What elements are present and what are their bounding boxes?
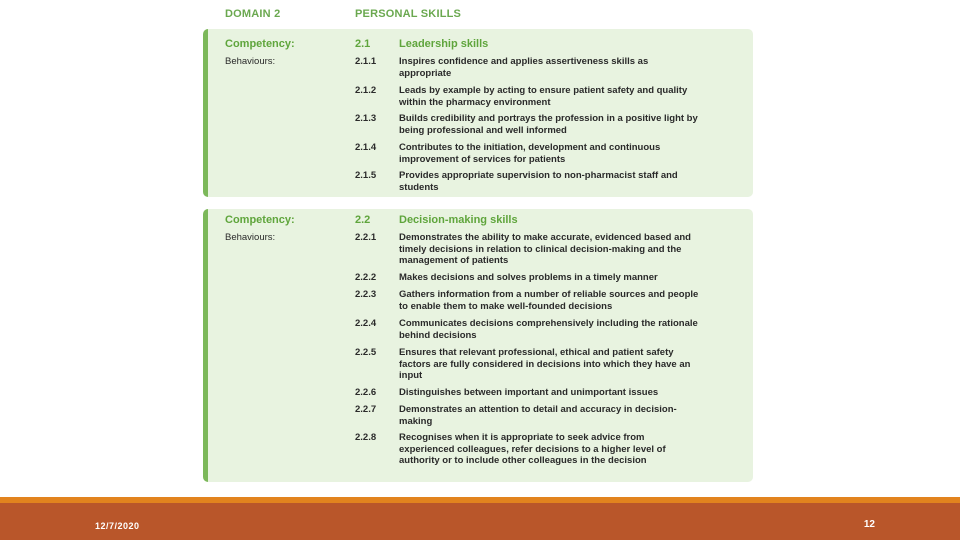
- competency-label: Competency:: [225, 38, 295, 50]
- behaviour-text: Demonstrates an attention to detail and accuracy in decision-making: [399, 404, 677, 427]
- domain-title: PERSONAL SKILLS: [355, 8, 462, 20]
- behaviour-number: 2.2.5: [355, 347, 377, 358]
- behaviour-text: Communicates decisions comprehensively including the rationale behind decisions: [399, 318, 698, 341]
- behaviour-number: 2.1.1: [355, 56, 377, 67]
- behaviour-text: Gathers information from a number of reliable sources and people to enable them to make well-founded decisions: [399, 289, 699, 312]
- competency-title: Decision-making skills: [399, 214, 518, 226]
- behaviours-label: Behaviours:: [225, 56, 276, 67]
- slide-footer: [0, 503, 960, 540]
- behaviour-text: Makes decisions and solves problems in a timely manner: [399, 272, 658, 283]
- behaviour-number: 2.1.3: [355, 113, 377, 124]
- competency-label: Competency:: [225, 214, 295, 226]
- competency-title: Leadership skills: [399, 38, 489, 50]
- behaviour-text: Ensures that relevant professional, ethical and patient safety factors are fully considered in decisions into which they have an input: [399, 347, 691, 381]
- section-header: [225, 8, 760, 28]
- behaviour-number: 2.2.3: [355, 289, 377, 300]
- behaviour-number: 2.1.4: [355, 142, 377, 153]
- behaviour-text: Recognises when it is appropriate to seek advice from experienced colleagues, refer decisions to a higher level of authority or to include other colleagues in the decision: [399, 432, 666, 466]
- competency-number: 2.1: [355, 38, 371, 50]
- behaviour-number: 2.2.6: [355, 387, 377, 398]
- domain-label: DOMAIN 2: [225, 8, 281, 20]
- competency-panel-decision-making: [203, 209, 753, 482]
- behaviour-number: 2.2.8: [355, 432, 377, 443]
- behaviour-number: 2.2.1: [355, 232, 377, 243]
- behaviour-text: Builds credibility and portrays the profession in a positive light by being professional and well informed: [399, 113, 698, 136]
- behaviour-text: Demonstrates the ability to make accurate, evidenced based and timely decisions in relation to clinical decision-making and the management of patients: [399, 232, 691, 266]
- behaviour-number: 2.2.2: [355, 272, 377, 283]
- footer-date: 12/7/2020: [95, 521, 140, 531]
- competency-panel-leadership: [203, 29, 753, 197]
- behaviour-text: Inspires confidence and applies assertiveness skills as appropriate: [399, 56, 649, 79]
- competency-number: 2.2: [355, 214, 371, 226]
- behaviour-text: Provides appropriate supervision to non-pharmacist staff and students: [399, 170, 678, 193]
- behaviour-text: Contributes to the initiation, development and continuous improvement of services for patients: [399, 142, 661, 165]
- behaviours-label: Behaviours:: [225, 232, 276, 243]
- behaviour-number: 2.1.2: [355, 85, 377, 96]
- behaviour-text: Leads by example by acting to ensure patient safety and quality within the pharmacy environment: [399, 85, 688, 108]
- behaviour-number: 2.2.4: [355, 318, 377, 329]
- behaviour-number: 2.1.5: [355, 170, 377, 181]
- behaviour-number: 2.2.7: [355, 404, 377, 415]
- behaviour-text: Distinguishes between important and unimportant issues: [399, 387, 659, 398]
- page-number: 12: [863, 519, 875, 530]
